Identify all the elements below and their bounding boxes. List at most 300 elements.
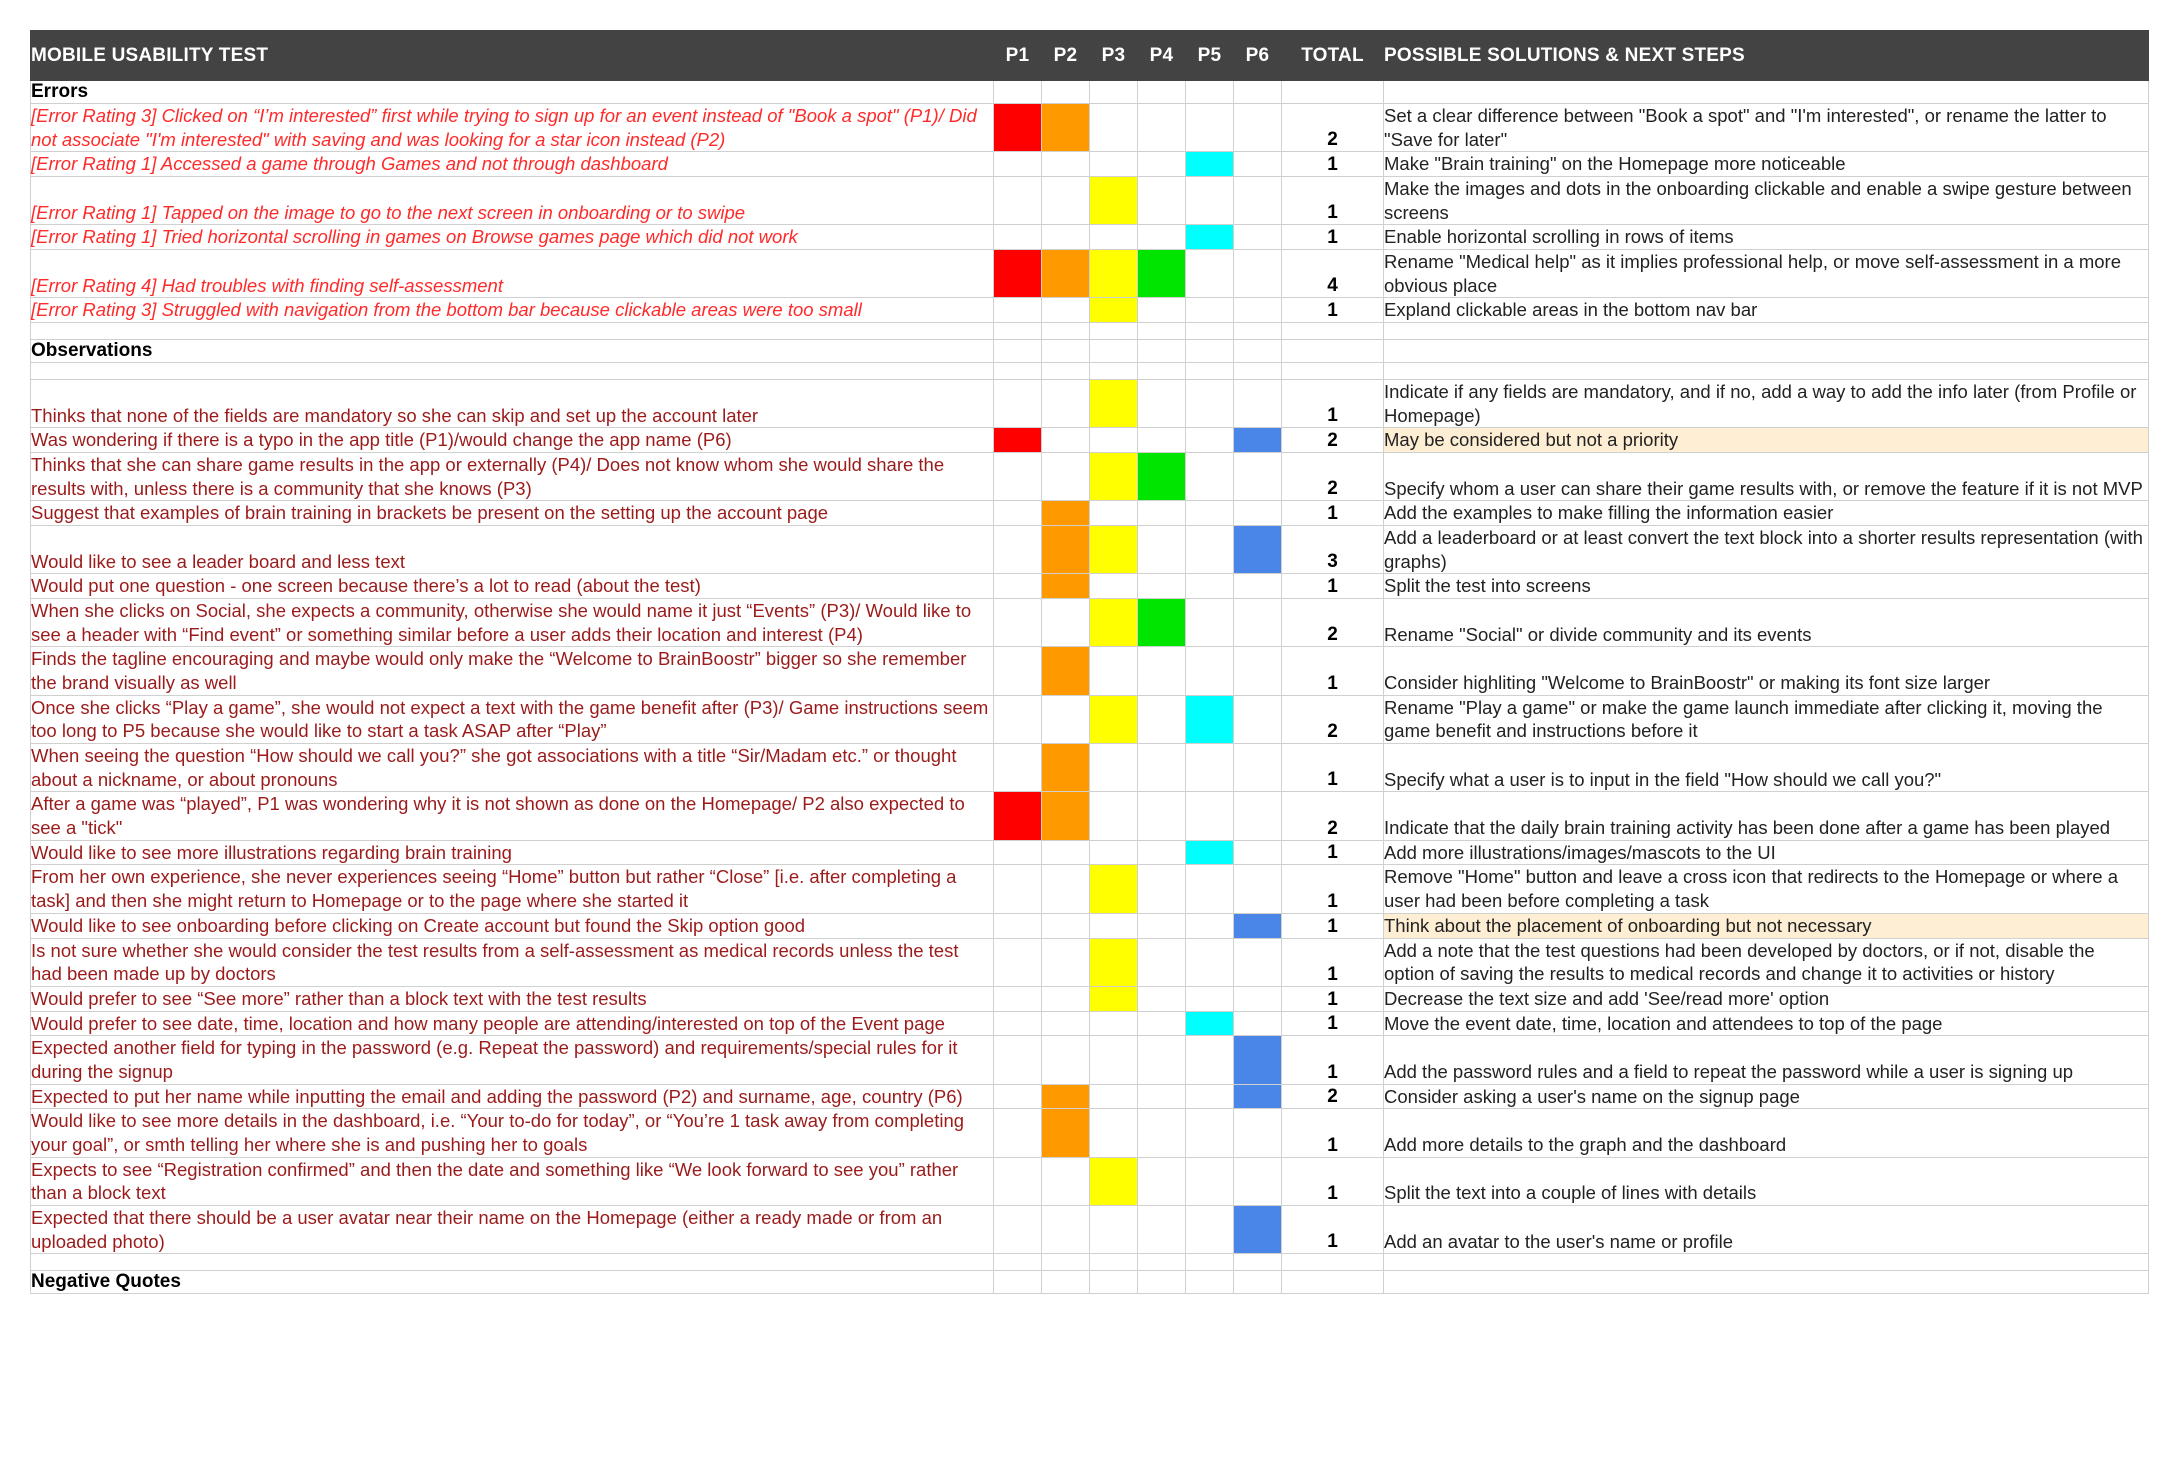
participant-cell-p4 [1138,428,1186,453]
participant-mark-p6 [1234,1205,1282,1253]
total-count: 1 [1282,380,1384,428]
participant-cell-p6 [1234,340,1282,363]
empty-cell [1282,1254,1384,1271]
solution-text: Add the examples to make filling the information easier [1384,501,2149,526]
empty-cell [1090,363,1138,380]
empty-cell [1186,363,1234,380]
table-row [31,599,2149,647]
total-count: 2 [1282,695,1384,743]
participant-cell-p2 [1042,1271,1090,1294]
table-row [31,744,2149,792]
participant-mark-p2 [1042,250,1090,298]
participant-cell-p5 [1186,453,1234,501]
participant-cell-p1 [994,453,1042,501]
participant-cell-p1 [994,1036,1042,1084]
participant-mark-p3 [1090,526,1138,574]
participant-mark-p2 [1042,104,1090,152]
participant-cell-p4 [1138,744,1186,792]
participant-mark-p3 [1090,986,1138,1011]
participant-mark-p4 [1138,250,1186,298]
participant-cell-p6 [1234,380,1282,428]
observation-description: When she clicks on Social, she expects a community, otherwise she would name it just “Events” (P3)/ Would like to see a header with “Find event” or something similar before a user adds their location and interest (P4) [31,599,994,647]
participant-cell-p5 [1186,986,1234,1011]
table-row [31,1157,2149,1205]
participant-cell-p2 [1042,453,1090,501]
participant-mark-p3 [1090,695,1138,743]
error-description: [Error Rating 1] Tried horizontal scrolling in games on Browse games page which did not work [31,225,994,250]
observation-description: Once she clicks “Play a game”, she would not expect a text with the game benefit after (P3)/ Game instructions seem too long to P5 because she would like to start a task ASAP after “Play” [31,695,994,743]
participant-mark-p2 [1042,1084,1090,1109]
participant-cell-p2 [1042,913,1090,938]
empty-cell [1042,323,1090,340]
participant-cell-p5 [1186,1205,1234,1253]
participant-mark-p4 [1138,453,1186,501]
participant-mark-p2 [1042,1109,1090,1157]
table-row [31,647,2149,695]
participant-cell-p5 [1186,298,1234,323]
participant-cell-p4 [1138,380,1186,428]
participant-cell-p3 [1090,744,1138,792]
observation-description: Finds the tagline encouraging and maybe would only make the “Welcome to BrainBoostr” bigger so she remember the brand visually as well [31,647,994,695]
table-row [31,574,2149,599]
participant-cell-p3 [1090,840,1138,865]
empty-cell [1138,323,1186,340]
total-count: 1 [1282,865,1384,913]
participant-cell-p5 [1186,913,1234,938]
participant-mark-p6 [1234,428,1282,453]
total-count: 2 [1282,104,1384,152]
solution-text: Make "Brain training" on the Homepage more noticeable [1384,152,2149,177]
participant-cell-p5 [1186,1157,1234,1205]
total-count: 1 [1282,298,1384,323]
participant-cell-p1 [994,1271,1042,1294]
total-count: 1 [1282,1205,1384,1253]
table-row [31,453,2149,501]
solution-highlighted: May be considered but not a priority [1384,428,2149,453]
total-count: 1 [1282,574,1384,599]
table-row [31,1036,2149,1084]
participant-mark-p5 [1186,695,1234,743]
participant-cell-p4 [1138,840,1186,865]
empty-cell [1234,323,1282,340]
solution-text: Consider asking a user's name on the signup page [1384,1084,2149,1109]
total-count: 4 [1282,250,1384,298]
table-row [31,1084,2149,1109]
empty-cell [1042,1254,1090,1271]
participant-mark-p3 [1090,453,1138,501]
participant-cell-p3 [1090,1084,1138,1109]
observation-description: Would like to see more illustrations regarding brain training [31,840,994,865]
participant-cell-p1 [994,744,1042,792]
section-label: Negative Quotes [31,1271,994,1294]
solution-text: Rename "Medical help" as it implies professional help, or move self-assessment in a more obvious place [1384,250,2149,298]
participant-cell-p4 [1138,1109,1186,1157]
error-description: [Error Rating 1] Tapped on the image to go to the next screen in onboarding or to swipe [31,177,994,225]
table-row [31,938,2149,986]
participant-cell-p6 [1234,1271,1282,1294]
total-count [1282,340,1384,363]
participant-cell-p2 [1042,177,1090,225]
table-row [31,865,2149,913]
participant-cell-p1 [994,865,1042,913]
observation-description: Would prefer to see date, time, location and how many people are attending/interested on top of the Event page [31,1011,994,1036]
table-row [31,526,2149,574]
participant-cell-p2 [1042,340,1090,363]
table-row [31,1205,2149,1253]
empty-cell [994,363,1042,380]
participant-mark-p2 [1042,501,1090,526]
solution-text: Add a note that the test questions had been developed by doctors, or if not, disable the option of saving the results to medical records and change it to activities or history [1384,938,2149,986]
observation-description: Suggest that examples of brain training in brackets be present on the setting up the account page [31,501,994,526]
empty-cell [1282,323,1384,340]
participant-cell-p6 [1234,104,1282,152]
solution-text: Add a leaderboard or at least convert the text block into a shorter results representation (with graphs) [1384,526,2149,574]
participant-cell-p1 [994,1205,1042,1253]
participant-cell-p4 [1138,1036,1186,1084]
solution-text: Make the images and dots in the onboarding clickable and enable a swipe gesture between screens [1384,177,2149,225]
solution-text [1384,81,2149,104]
section-header-row [31,1271,2149,1294]
participant-cell-p2 [1042,840,1090,865]
participant-cell-p3 [1090,501,1138,526]
column-header-p6: P6 [1234,31,1282,81]
table-row [31,695,2149,743]
error-description: [Error Rating 3] Clicked on “I’m interested” first while trying to sign up for an event instead of "Book a spot" (P1)/ Did not associate "I'm interested" with saving and was looking for a star icon instead (P2) [31,104,994,152]
participant-cell-p4 [1138,1205,1186,1253]
participant-cell-p5 [1186,1271,1234,1294]
table-row [31,250,2149,298]
table-body [31,81,2149,1294]
participant-mark-p1 [994,250,1042,298]
participant-cell-p5 [1186,744,1234,792]
participant-mark-p5 [1186,840,1234,865]
solution-text: Split the text into a couple of lines with details [1384,1157,2149,1205]
usability-test-table [30,30,2149,1294]
participant-mark-p3 [1090,298,1138,323]
participant-mark-p2 [1042,647,1090,695]
participant-cell-p3 [1090,1036,1138,1084]
table-row [31,428,2149,453]
participant-cell-p3 [1090,81,1138,104]
participant-cell-p6 [1234,81,1282,104]
participant-cell-p1 [994,501,1042,526]
observation-description: Expects to see “Registration confirmed” and then the date and something like “We look forward to see you” rather than a block text [31,1157,994,1205]
participant-cell-p1 [994,380,1042,428]
participant-cell-p6 [1234,298,1282,323]
empty-cell [1234,1254,1282,1271]
empty-cell [1186,1254,1234,1271]
participant-cell-p3 [1090,340,1138,363]
error-description: [Error Rating 1] Accessed a game through Games and not through dashboard [31,152,994,177]
participant-mark-p1 [994,792,1042,840]
participant-cell-p1 [994,1157,1042,1205]
participant-cell-p5 [1186,1084,1234,1109]
participant-cell-p4 [1138,526,1186,574]
participant-cell-p5 [1186,599,1234,647]
solution-text: Indicate that the daily brain training activity has been done after a game has been played [1384,792,2149,840]
participant-cell-p6 [1234,986,1282,1011]
participant-cell-p4 [1138,501,1186,526]
table-row [31,104,2149,152]
participant-cell-p5 [1186,81,1234,104]
solution-text: Add more details to the graph and the dashboard [1384,1109,2149,1157]
participant-cell-p1 [994,177,1042,225]
participant-cell-p6 [1234,574,1282,599]
empty-cell [1234,363,1282,380]
spacer-row [31,1254,2149,1271]
participant-cell-p4 [1138,1157,1186,1205]
total-count: 2 [1282,1084,1384,1109]
table-row [31,225,2149,250]
participant-cell-p2 [1042,81,1090,104]
participant-cell-p4 [1138,340,1186,363]
total-count: 2 [1282,599,1384,647]
total-count: 1 [1282,840,1384,865]
participant-cell-p2 [1042,986,1090,1011]
empty-cell [1384,1254,2149,1271]
participant-mark-p5 [1186,225,1234,250]
total-count: 1 [1282,647,1384,695]
participant-mark-p6 [1234,1036,1282,1084]
participant-cell-p5 [1186,938,1234,986]
participant-cell-p2 [1042,938,1090,986]
participant-mark-p2 [1042,744,1090,792]
participant-cell-p1 [994,913,1042,938]
observation-description: Was wondering if there is a typo in the app title (P1)/would change the app name (P6) [31,428,994,453]
spacer-row [31,363,2149,380]
table-header-row [31,31,2149,81]
participant-cell-p6 [1234,250,1282,298]
table-row [31,152,2149,177]
solution-text: Indicate if any fields are mandatory, and if no, add a way to add the info later (from Profile or Homepage) [1384,380,2149,428]
spacer-row [31,323,2149,340]
participant-cell-p1 [994,938,1042,986]
solution-text: Add the password rules and a field to repeat the password while a user is signing up [1384,1036,2149,1084]
solution-text: Add an avatar to the user's name or profile [1384,1205,2149,1253]
participant-mark-p2 [1042,574,1090,599]
page-title: MOBILE USABILITY TEST [31,31,994,81]
participant-cell-p1 [994,340,1042,363]
participant-cell-p5 [1186,792,1234,840]
section-header-row [31,81,2149,104]
participant-cell-p1 [994,81,1042,104]
observation-description: Thinks that none of the fields are mandatory so she can skip and set up the account later [31,380,994,428]
participant-cell-p4 [1138,986,1186,1011]
participant-cell-p5 [1186,380,1234,428]
participant-cell-p4 [1138,913,1186,938]
participant-cell-p2 [1042,1157,1090,1205]
participant-mark-p2 [1042,792,1090,840]
participant-cell-p1 [994,152,1042,177]
participant-cell-p2 [1042,695,1090,743]
solution-text: Rename "Social" or divide community and its events [1384,599,2149,647]
total-count: 2 [1282,428,1384,453]
participant-cell-p2 [1042,1205,1090,1253]
total-count: 2 [1282,453,1384,501]
participant-mark-p1 [994,104,1042,152]
participant-cell-p6 [1234,1011,1282,1036]
table-row [31,913,2149,938]
participant-mark-p3 [1090,380,1138,428]
participant-cell-p4 [1138,104,1186,152]
solution-text: Consider highliting "Welcome to BrainBoostr" or making its font size larger [1384,647,2149,695]
solution-text: Move the event date, time, location and attendees to top of the page [1384,1011,2149,1036]
section-label: Errors [31,81,994,104]
participant-cell-p5 [1186,1036,1234,1084]
participant-cell-p5 [1186,428,1234,453]
participant-mark-p5 [1186,1011,1234,1036]
solution-text: Add more illustrations/images/mascots to the UI [1384,840,2149,865]
participant-cell-p6 [1234,177,1282,225]
participant-cell-p6 [1234,1109,1282,1157]
empty-cell [994,1254,1042,1271]
participant-cell-p2 [1042,380,1090,428]
participant-cell-p1 [994,599,1042,647]
column-header-p4: P4 [1138,31,1186,81]
participant-cell-p6 [1234,599,1282,647]
participant-cell-p5 [1186,574,1234,599]
participant-cell-p4 [1138,225,1186,250]
table-row [31,986,2149,1011]
column-header-p1: P1 [994,31,1042,81]
participant-cell-p6 [1234,453,1282,501]
observation-description: When seeing the question “How should we call you?” she got associations with a title “Sir/Madam etc.” or thought about a nickname, or about pronouns [31,744,994,792]
participant-cell-p5 [1186,501,1234,526]
empty-cell [1138,1254,1186,1271]
column-header-p3: P3 [1090,31,1138,81]
participant-cell-p5 [1186,177,1234,225]
total-count: 1 [1282,986,1384,1011]
total-count: 1 [1282,938,1384,986]
participant-cell-p6 [1234,1157,1282,1205]
solution-text [1384,1271,2149,1294]
participant-cell-p5 [1186,104,1234,152]
participant-cell-p1 [994,225,1042,250]
participant-cell-p1 [994,574,1042,599]
participant-cell-p3 [1090,574,1138,599]
participant-cell-p3 [1090,104,1138,152]
participant-cell-p4 [1138,938,1186,986]
participant-cell-p4 [1138,792,1186,840]
participant-cell-p3 [1090,225,1138,250]
participant-cell-p1 [994,298,1042,323]
table-row [31,840,2149,865]
participant-cell-p5 [1186,526,1234,574]
participant-cell-p3 [1090,913,1138,938]
participant-cell-p5 [1186,865,1234,913]
participant-cell-p4 [1138,1271,1186,1294]
observation-description: Expected that there should be a user avatar near their name on the Homepage (either a ready made or from an uploaded photo) [31,1205,994,1253]
solution-text: Decrease the text size and add 'See/read more' option [1384,986,2149,1011]
table-row [31,298,2149,323]
empty-cell [1138,363,1186,380]
total-count [1282,81,1384,104]
empty-cell [994,323,1042,340]
participant-cell-p2 [1042,428,1090,453]
participant-cell-p1 [994,1011,1042,1036]
participant-mark-p3 [1090,250,1138,298]
observation-description: Would prefer to see “See more” rather than a block text with the test results [31,986,994,1011]
participant-cell-p3 [1090,1011,1138,1036]
total-count: 1 [1282,1011,1384,1036]
observation-description: Would put one question - one screen because there’s a lot to read (about the test) [31,574,994,599]
participant-cell-p3 [1090,1205,1138,1253]
participant-cell-p6 [1234,501,1282,526]
participant-mark-p2 [1042,526,1090,574]
column-header-p2: P2 [1042,31,1090,81]
empty-cell [1384,363,2149,380]
participant-cell-p4 [1138,574,1186,599]
table-row [31,1109,2149,1157]
participant-mark-p6 [1234,1084,1282,1109]
participant-cell-p2 [1042,225,1090,250]
participant-cell-p1 [994,840,1042,865]
participant-cell-p6 [1234,792,1282,840]
participant-cell-p2 [1042,1036,1090,1084]
observation-description: Expected another field for typing in the password (e.g. Repeat the password) and requirements/special rules for it during the signup [31,1036,994,1084]
participant-mark-p5 [1186,152,1234,177]
solution-text [1384,340,2149,363]
participant-cell-p3 [1090,647,1138,695]
participant-cell-p6 [1234,938,1282,986]
participant-cell-p6 [1234,152,1282,177]
participant-cell-p1 [994,695,1042,743]
participant-cell-p2 [1042,599,1090,647]
participant-cell-p1 [994,1109,1042,1157]
column-header-p5: P5 [1186,31,1234,81]
total-count: 1 [1282,913,1384,938]
empty-cell [1384,323,2149,340]
total-count: 1 [1282,744,1384,792]
participant-mark-p3 [1090,1157,1138,1205]
observation-description: Is not sure whether she would consider the test results from a self-assessment as medical records unless the test had been made up by doctors [31,938,994,986]
table-row [31,177,2149,225]
section-label: Observations [31,340,994,363]
total-count: 1 [1282,1109,1384,1157]
solution-text: Specify whom a user can share their game results with, or remove the feature if it is not MVP [1384,453,2149,501]
solution-text: Remove "Home" button and leave a cross icon that redirects to the Homepage or where a user had been before completing a task [1384,865,2149,913]
total-count: 1 [1282,1157,1384,1205]
total-count: 1 [1282,501,1384,526]
participant-cell-p2 [1042,152,1090,177]
empty-cell [1042,363,1090,380]
participant-cell-p5 [1186,1109,1234,1157]
participant-cell-p3 [1090,792,1138,840]
participant-cell-p2 [1042,1011,1090,1036]
participant-mark-p3 [1090,938,1138,986]
participant-cell-p4 [1138,152,1186,177]
observation-description: Would like to see onboarding before clicking on Create account but found the Skip option good [31,913,994,938]
participant-cell-p6 [1234,225,1282,250]
error-description: [Error Rating 4] Had troubles with finding self-assessment [31,250,994,298]
table-row [31,792,2149,840]
participant-cell-p5 [1186,250,1234,298]
participant-mark-p1 [994,428,1042,453]
participant-cell-p6 [1234,647,1282,695]
observation-description: Expected to put her name while inputting the email and adding the password (P2) and surname, age, country (P6) [31,1084,994,1109]
total-count [1282,1271,1384,1294]
section-header-row [31,340,2149,363]
observation-description: After a game was “played”, P1 was wondering why it is not shown as done on the Homepage/ P2 also expected to see a "tick" [31,792,994,840]
observation-description: Thinks that she can share game results in the app or externally (P4)/ Does not know whom she would share the results with, unless there is a community that she knows (P3) [31,453,994,501]
participant-cell-p1 [994,647,1042,695]
column-header-solutions: POSSIBLE SOLUTIONS & NEXT STEPS [1384,31,2149,81]
empty-cell [31,363,994,380]
participant-cell-p4 [1138,298,1186,323]
participant-cell-p4 [1138,81,1186,104]
table-row [31,501,2149,526]
participant-cell-p2 [1042,865,1090,913]
